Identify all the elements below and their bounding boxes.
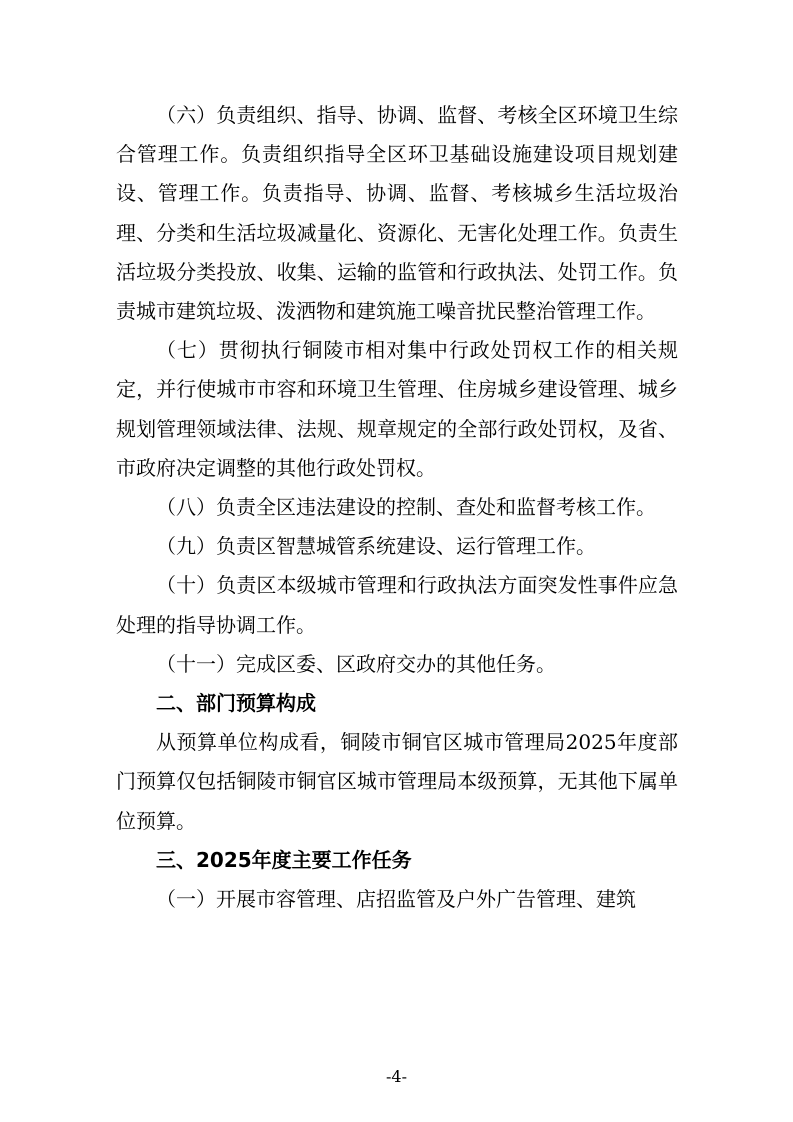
- section-heading-budget-composition: 二、部门预算构成: [156, 691, 316, 716]
- document-body: [116, 96, 678, 919]
- paragraph-duty-10: （十）负责区本级城市管理和行政执法方面突发性事件应急处理的指导协调工作。: [116, 573, 678, 637]
- paragraph-duty-11: （十一）完成区委、区政府交办的其他任务。: [156, 651, 556, 676]
- paragraph-budget-composition: 从预算单位构成看，铜陵市铜官区城市管理局2025年度部门预算仅包括铜陵市铜官区城市管理局本级预算，无其他下属单位预算。: [116, 730, 678, 833]
- page-number: -4-: [386, 1067, 407, 1086]
- section-heading-main-tasks: 三、2025年度主要工作任务: [156, 847, 412, 872]
- paragraph-duty-7: （七）贯彻执行铜陵市相对集中行政处罚权工作的相关规定，并行使城市市容和环境卫生管理、住房城乡建设管理、城乡规划管理领域法律、法规、规章规定的全部行政处罚权，及省、市政府决定调整的其他行政处罚权。: [116, 338, 678, 480]
- paragraph-duty-9: （九）负责区智慧城管系统建设、运行管理工作。: [156, 534, 596, 559]
- paragraph-task-1: （一）开展市容管理、店招监管及户外广告管理、建筑: [156, 887, 636, 912]
- paragraph-duty-6: （六）负责组织、指导、协调、监督、考核全区环境卫生综合管理工作。负责组织指导全区环卫基础设施建设项目规划建设、管理工作。负责指导、协调、监督、考核城乡生活垃圾治理、分类和生活垃圾减量化、资源化、无害化处理工作。负责生活垃圾分类投放、收集、运输的监管和行政执法、处罚工作。负责城市建筑垃圾、泼洒物和建筑施工噪音扰民整治管理工作。: [116, 103, 678, 324]
- paragraph-duty-8: （八）负责全区违法建设的控制、查处和监督考核工作。: [156, 495, 656, 520]
